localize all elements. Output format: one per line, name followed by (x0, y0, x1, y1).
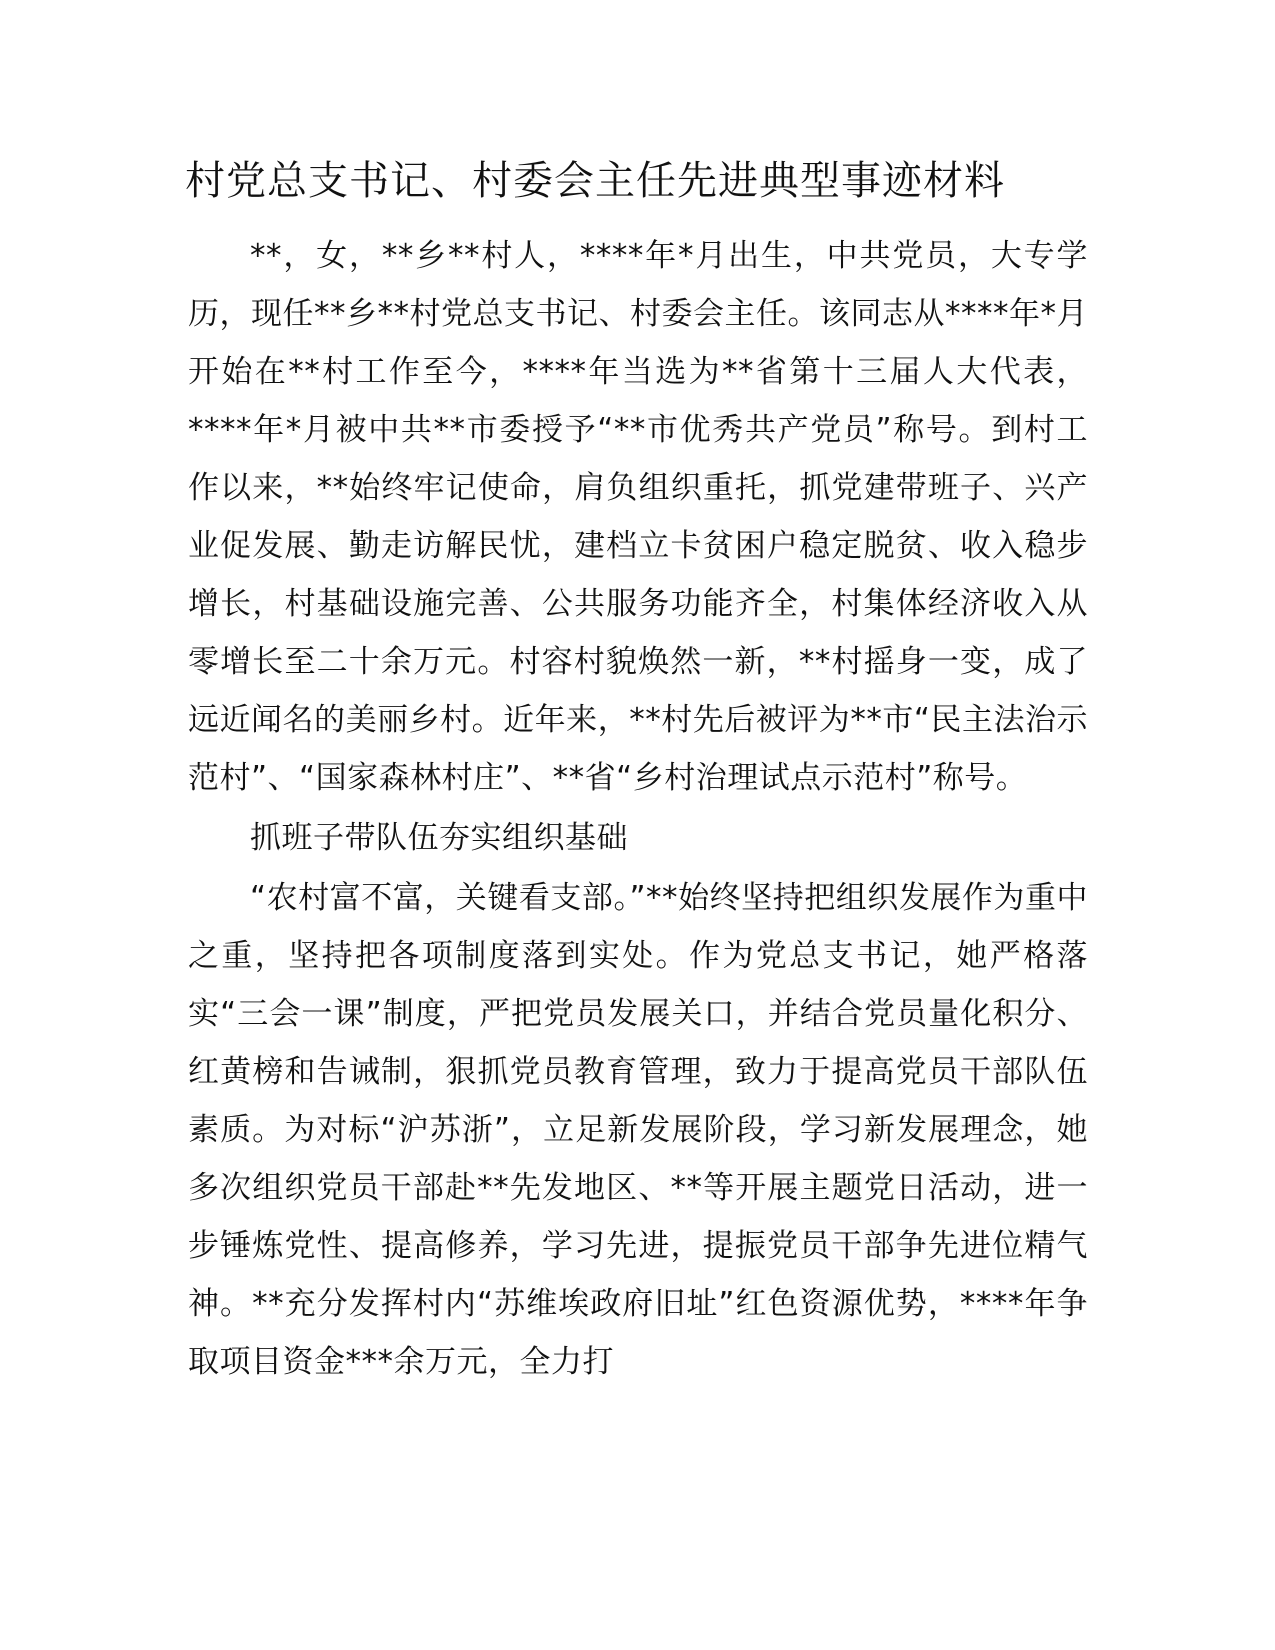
section-heading: 抓班子带队伍夯实组织基础 (250, 820, 628, 856)
section-paragraph: “农村富不富，关键看支部。”**始终坚持把组织发展作为重中之重，坚持把各项制度落到实处。作为党总支书记，她严格落实“三会一课”制度，严把党员发展关口，并结合党员量化积分、红黄榜和告诫制，狠抓党员教育管理，致力于提高党员干部队伍素质。为对标“沪苏浙”，立足新发展阶段，学习新发展理念，她多次组织党员干部赴**先发地区、**等开展主题党日活动，进一步锤炼党性、提高修养，学习先进，提振党员干部争先进位精气神。**充分发挥村内“苏维埃政府旧址”红色资源优势，****年争取项目资金***余万元，全力打 (188, 880, 1088, 1380)
document-title: 村党总支书记、村委会主任先进典型事迹材料 (185, 158, 1005, 204)
intro-paragraph: **，女，**乡**村人，****年*月出生，中共党员，大专学历，现任**乡**村党总支书记、村委会主任。该同志从****年*月开始在**村工作至今，****年当选为**省第十三届人大代表，****年*月被中共**市委授予“**市优秀共产党员”称号。到村工作以来，**始终牢记使命，肩负组织重托，抓党建带班子、兴产业促发展、勤走访解民忧，建档立卡贫困户稳定脱贫、收入稳步增长，村基础设施完善、公共服务功能齐全，村集体经济收入从零增长至二十余万元。村容村貌焕然一新，**村摇身一变，成了远近闻名的美丽乡村。近年来，**村先后被评为**市“民主法治示范村”、“国家森林村庄”、**省“乡村治理试点示范村”称号。 (188, 238, 1088, 796)
document-body (188, 227, 1088, 1391)
